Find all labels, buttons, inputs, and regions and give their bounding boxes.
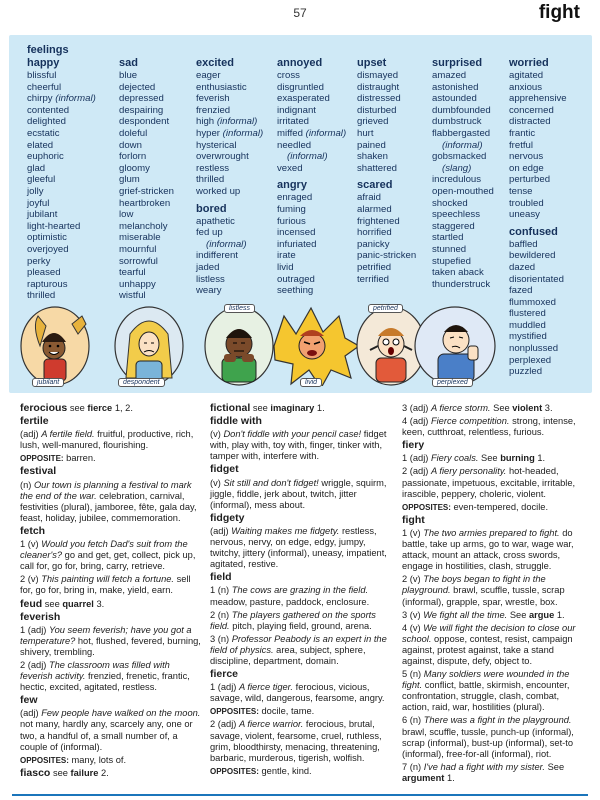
entry-headword: fiasco see failure 2.	[20, 766, 109, 779]
entry-sense: (adj) Waiting makes me fidgety. restless, nervous, nervy, on edge, edgy, jumpy, twitchy, jittery (informal), uneasy, impatient, agitated, restive.	[210, 525, 387, 570]
synonym-word: speechless	[432, 209, 480, 221]
synonym-word: gleeful	[27, 174, 56, 186]
entry-sense: 4 (adj) Fierce competition. strong, intense, keen, cutthroat, relentless, furious.	[402, 416, 576, 438]
entries-column-3	[402, 403, 584, 786]
category-heading: confused	[509, 225, 558, 238]
synonym-word: flustered	[509, 308, 546, 320]
synonym-word: livid	[277, 261, 294, 273]
synonym-word: wistful	[119, 290, 146, 302]
synonym-word: amazed	[432, 70, 467, 81]
synonym-word: panic-stricken	[357, 250, 417, 262]
synonym-word: puzzled	[509, 366, 543, 378]
entry-sense: 5 (n) Many soldiers were wounded in the fight. conflict, battle, skirmish, encounter, confrontation, struggle, clash, combat, action, raid, war, hostilities (plural).	[402, 669, 570, 713]
entry-sense: (v) Sit still and don't fidget! wriggle, squirm, jiggle, fiddle, jerk about, twitch, jitter (informal), mess about.	[210, 477, 387, 510]
synonym-word: enthusiastic	[196, 81, 247, 93]
synonym-word: delighted	[27, 116, 66, 128]
synonym-word: disgruntled	[277, 81, 324, 93]
synonym-word: pleased	[27, 267, 61, 279]
synonym-word: frantic	[509, 127, 536, 139]
entry-sense: 1 (v) The two armies prepared to fight. do battle, take up arms, go to war, wage war, attack, mount an attack, cross swords, engage in hostilities, clash, struggle.	[402, 527, 574, 572]
synonym-word: chirpy (informal)	[27, 93, 96, 105]
synonym-word: fed up	[196, 227, 223, 239]
synonym-word: glum	[119, 174, 140, 186]
word-column	[277, 57, 346, 297]
synonym-word: frightened	[357, 215, 400, 227]
synonym-word: depressed	[119, 93, 164, 105]
entry-headword: fight	[402, 513, 425, 526]
synonym-word: anxious	[509, 81, 543, 93]
synonym-word: light-hearted	[27, 220, 81, 232]
jubilant-illustration	[20, 306, 90, 386]
livid-illustration	[264, 306, 359, 386]
synonym-word: forlorn	[119, 151, 147, 163]
synonym-word: tearful	[119, 267, 146, 279]
category-heading: happy	[27, 57, 60, 69]
synonym-word: perky	[27, 255, 51, 267]
synonym-word: shocked	[432, 197, 468, 209]
synonym-word: muddled	[509, 319, 546, 331]
synonym-word: rapturous	[27, 278, 68, 290]
synonym-word: grieved	[357, 116, 389, 128]
category-heading: annoyed	[277, 57, 323, 69]
synonym-word: fretful	[509, 139, 533, 151]
entry-headword: few	[20, 694, 38, 707]
synonym-word: thrilled	[196, 174, 225, 186]
synonym-word: elated	[27, 139, 54, 151]
entry-sense: (n) Our town is planning a festival to mark the end of the war. celebration, carnival, festivities (plural), jamboree, fête, gala day, feast, holiday, jubilee, commemoration.	[20, 479, 197, 523]
entries-column-2	[210, 403, 392, 779]
category-heading: sad	[119, 57, 138, 69]
synonym-word: disorientated	[509, 273, 564, 285]
synonym-word: (informal)	[442, 139, 483, 151]
synonym-word: unhappy	[119, 278, 156, 290]
entry-sense: OPPOSITES: docile, tame.	[210, 706, 315, 717]
synonym-word: petrified	[357, 261, 392, 273]
synonym-word: blue	[119, 70, 138, 81]
running-headword: fight	[538, 2, 580, 23]
synonym-word: restless	[196, 162, 230, 174]
synonym-word: flummoxed	[509, 296, 556, 308]
synonym-word: nonplussed	[509, 343, 559, 355]
word-column	[432, 57, 494, 290]
synonym-word: bewildered	[509, 250, 556, 262]
synonym-word: apprehensive	[509, 93, 567, 105]
entry-sense: OPPOSITES: many, lots of.	[20, 754, 127, 765]
category-heading: bored	[196, 202, 227, 215]
synonym-word: (informal)	[287, 151, 328, 163]
entry-sense: (adj) Few people have walked on the moon. not many, hardly any, scarcely any, one or two, a handful of, a small number of, a couple of (informal).	[20, 708, 201, 752]
synonym-word: sorrowful	[119, 255, 158, 267]
label-petrified: petrified	[368, 304, 403, 313]
synonym-word: thrilled	[27, 290, 56, 302]
synonym-word: doleful	[119, 127, 148, 139]
word-column	[27, 57, 96, 302]
word-column	[357, 57, 416, 285]
category-heading: worried	[509, 57, 549, 69]
synonym-word: hurt	[357, 127, 374, 139]
category-heading: surprised	[432, 57, 483, 69]
entry-headword: fictional see imaginary 1.	[210, 402, 325, 414]
synonym-word: (slang)	[442, 162, 472, 174]
synonym-word: fuming	[277, 203, 306, 215]
synonym-word: astonished	[432, 81, 479, 93]
synonym-word: overjoyed	[27, 243, 69, 255]
entry-sense: 2 (adj) A fiery personality. hot-headed, passionate, impetuous, excitable, irritable, irascible, peppery, choleric, violent.	[402, 466, 576, 499]
synonym-word: disturbed	[357, 104, 397, 116]
synonym-word: infuriated	[277, 238, 317, 250]
synonym-word: gobsmacked	[432, 151, 487, 163]
synonym-word: melancholy	[119, 220, 168, 232]
synonym-word: staggered	[432, 220, 475, 232]
synonym-word: irritated	[277, 116, 309, 128]
entry-headword: feverish	[20, 610, 61, 623]
synonym-word: perturbed	[509, 174, 551, 186]
synonym-word: gloomy	[119, 162, 150, 174]
panel-title: feelings	[27, 44, 69, 56]
despondent-illustration	[114, 306, 184, 386]
entry-sense: 6 (n) There was a fight in the playground. brawl, scuffle, tussle, punch-up (informal), scrap (informal), bust-up (informal), set-to (informal), free-for-all (informal), riot.	[402, 715, 574, 759]
synonym-word: cheerful	[27, 81, 62, 93]
synonym-word: glad	[27, 162, 46, 174]
entry-sense: 4 (v) We will fight the decision to close our school. oppose, contest, resist, campaign against, protest against, take a stand against, dispute, defy, object to.	[402, 622, 576, 666]
synonym-word: uneasy	[509, 209, 540, 221]
category-heading: scared	[357, 179, 393, 192]
entry-sense: (v) Don't fiddle with your pencil case! fidget with, play with, toy with, finger, tinker with, tamper with, interfere with.	[210, 429, 387, 462]
entry-headword: fierce	[210, 668, 239, 681]
entry-headword: fidget	[210, 463, 239, 476]
synonym-word: shattered	[357, 162, 398, 174]
entry-headword: fertile	[20, 415, 49, 428]
synonym-word: jubilant	[27, 209, 58, 221]
entry-sense: 1 (adj) A fierce tiger. ferocious, vicious, savage, wild, dangerous, fearsome, angry.	[210, 682, 385, 704]
synonym-word: startled	[432, 232, 464, 244]
entry-sense: 2 (n) The players gathered on the sports field. pitch, playing field, ground, arena.	[210, 609, 376, 631]
synonym-word: dazed	[509, 261, 536, 273]
entry-sense: 3 (n) Professor Peabody is an expert in the field of physics. area, subject, sphere, discipline, department, domain.	[210, 633, 387, 666]
synonym-word: overwrought	[196, 151, 249, 163]
synonym-word: on edge	[509, 162, 544, 174]
synonym-word: taken aback	[432, 267, 484, 279]
perplexed-illustration	[414, 306, 496, 386]
synonym-word: astounded	[432, 93, 477, 105]
synonym-word: jolly	[27, 185, 44, 197]
entry-sense: 2 (v) The boys began to fight in the playground. brawl, scuffle, tussle, scrap (informal), grapple, spar, wrestle, box.	[402, 574, 565, 607]
synonym-word: outraged	[277, 273, 315, 285]
entry-sense: 3 (adj) A fierce storm. See violent 3.	[402, 403, 553, 413]
synonym-word: concerned	[509, 104, 554, 116]
label-despondent: despondent	[118, 378, 165, 387]
synonym-word: worked up	[196, 185, 241, 197]
label-livid: livid	[300, 378, 322, 387]
synonym-word: apathetic	[196, 215, 235, 227]
synonym-word: blissful	[27, 70, 57, 81]
synonym-word: feverish	[196, 93, 230, 105]
synonym-word: incredulous	[432, 174, 482, 186]
synonym-word: fazed	[509, 285, 533, 297]
entry-headword: field	[210, 571, 232, 584]
synonym-word: ecstatic	[27, 127, 60, 139]
illustration-strip	[18, 306, 583, 388]
synonym-word: open-mouthed	[432, 185, 494, 197]
synonym-word: afraid	[357, 192, 381, 204]
synonym-word: flabbergasted	[432, 127, 491, 139]
synonym-word: distraught	[357, 81, 400, 93]
synonym-word: alarmed	[357, 203, 392, 215]
entry-sense: OPPOSITE: barren.	[20, 453, 96, 464]
synonym-word: optimistic	[27, 232, 67, 244]
category-heading: upset	[357, 57, 387, 69]
synonym-word: hyper (informal)	[196, 127, 264, 139]
synonym-word: stupefied	[432, 255, 471, 267]
synonym-word: miserable	[119, 232, 161, 244]
synonym-word: troubled	[509, 197, 544, 209]
synonym-word: distressed	[357, 93, 401, 105]
entry-headword: fetch	[20, 524, 46, 537]
synonym-word: joyful	[27, 197, 50, 209]
entry-sense: 1 (adj) You seem feverish; have you got a temperature? hot, flushed, fevered, burning, shivery, trembling.	[20, 624, 201, 657]
entry-sense: OPPOSITES: gentle, kind.	[210, 765, 312, 776]
word-column	[119, 57, 174, 302]
synonym-word: mystified	[509, 331, 547, 343]
entry-headword: fidgety	[210, 511, 245, 524]
entry-sense: 1 (adj) Fiery coals. See burning 1.	[402, 453, 546, 464]
category-heading: angry	[277, 179, 307, 192]
synonym-word: down	[119, 139, 142, 151]
synonym-word: eager	[196, 70, 221, 81]
entry-sense: 7 (n) I've had a fight with my sister. See argument 1.	[402, 761, 565, 783]
synonym-word: mournful	[119, 243, 157, 255]
entry-headword: fiery	[402, 439, 425, 452]
synonym-word: listless	[196, 273, 225, 285]
page-bottom-rule	[12, 794, 588, 796]
label-jubilant: jubilant	[32, 378, 64, 387]
entry-sense: 1 (n) The cows are grazing in the field. meadow, pasture, paddock, enclosure.	[210, 585, 370, 607]
entry-headword: fiddle with	[210, 415, 262, 428]
synonym-word: vexed	[277, 162, 303, 174]
synonym-word: horrified	[357, 227, 392, 239]
synonym-word: weary	[196, 285, 222, 297]
synonym-word: tense	[509, 185, 533, 197]
synonym-word: thunderstruck	[432, 278, 491, 290]
synonym-word: exasperated	[277, 93, 330, 105]
synonym-word: furious	[277, 215, 306, 227]
synonym-word: indignant	[277, 104, 316, 116]
synonym-word: agitated	[509, 70, 544, 81]
synonym-word: heartbroken	[119, 197, 171, 209]
page-header	[0, 0, 600, 30]
synonym-word: indifferent	[196, 250, 238, 262]
entry-sense: (adj) A fertile field. fruitful, productive, rich, lush, well-manured, flourishing.	[20, 429, 194, 451]
synonym-word: contented	[27, 104, 70, 116]
synonym-word: enraged	[277, 192, 313, 204]
entry-headword: feud see quarrel 3.	[20, 597, 105, 610]
synonym-word: dumbstruck	[432, 116, 482, 128]
synonym-word: grief-stricken	[119, 185, 174, 197]
synonym-word: despondent	[119, 116, 170, 128]
synonym-word: jaded	[196, 261, 220, 273]
synonym-word: shaken	[357, 151, 388, 163]
word-column	[196, 57, 263, 297]
synonym-word: low	[119, 209, 134, 221]
synonym-word: perplexed	[509, 354, 552, 366]
synonym-word: dejected	[119, 81, 156, 93]
synonym-word: baffled	[509, 238, 538, 250]
synonym-word: panicky	[357, 238, 390, 250]
page-number: 57	[293, 6, 307, 20]
synonym-word: distracted	[509, 116, 551, 128]
entry-sense: 2 (adj) A fierce warrior. ferocious, brutal, savage, violent, fearsome, cruel, ruthless, grim, bloodthirsty, menacing, threatening, barbaric, murderous, tigerish, wolfish.	[210, 719, 382, 763]
synonym-word: irate	[277, 250, 296, 262]
synonym-word: high (informal)	[196, 116, 258, 128]
category-heading: excited	[196, 57, 234, 69]
synonym-word: (informal)	[206, 238, 247, 250]
synonym-word: pained	[357, 139, 386, 151]
synonym-word: incensed	[277, 227, 316, 239]
entry-sense: OPPOSITES: even-tempered, docile.	[402, 501, 549, 512]
synonym-word: needled	[277, 139, 312, 151]
synonym-word: nervous	[509, 151, 544, 163]
synonym-word: dumbfounded	[432, 104, 491, 116]
entries-column-1	[20, 403, 202, 781]
entry-sense: 2 (v) This painting will fetch a fortune. sell for, go for, bring in, make, yield, earn.	[20, 574, 191, 596]
synonym-word: terrified	[357, 273, 389, 285]
synonym-word: miffed (informal)	[277, 127, 347, 139]
entry-sense: 2 (adj) The classroom was filled with feverish activity. frenzied, frenetic, frantic, hectic, excited, agitated, restless.	[20, 659, 190, 693]
entry-sense: 3 (v) We fight all the time. See argue 1.	[402, 609, 565, 620]
synonym-word: stunned	[432, 243, 467, 255]
label-perplexed: perplexed	[432, 378, 473, 387]
entry-sense: 1 (v) Would you fetch Dad's suit from the cleaner's? go and get, get, collect, pick up, call for, go for, bring, carry, retrieve.	[20, 539, 196, 572]
label-listless: listless	[224, 304, 255, 313]
entry-headword: ferocious see fierce 1, 2.	[20, 402, 133, 414]
synonym-word: cross	[277, 70, 300, 81]
synonym-word: euphoric	[27, 151, 64, 163]
synonym-word: dismayed	[357, 70, 399, 81]
entry-headword: festival	[20, 465, 57, 478]
synonym-word: seething	[277, 285, 314, 297]
synonym-word: hysterical	[196, 139, 237, 151]
synonym-word: despairing	[119, 104, 164, 116]
synonym-word: frenzied	[196, 104, 231, 116]
